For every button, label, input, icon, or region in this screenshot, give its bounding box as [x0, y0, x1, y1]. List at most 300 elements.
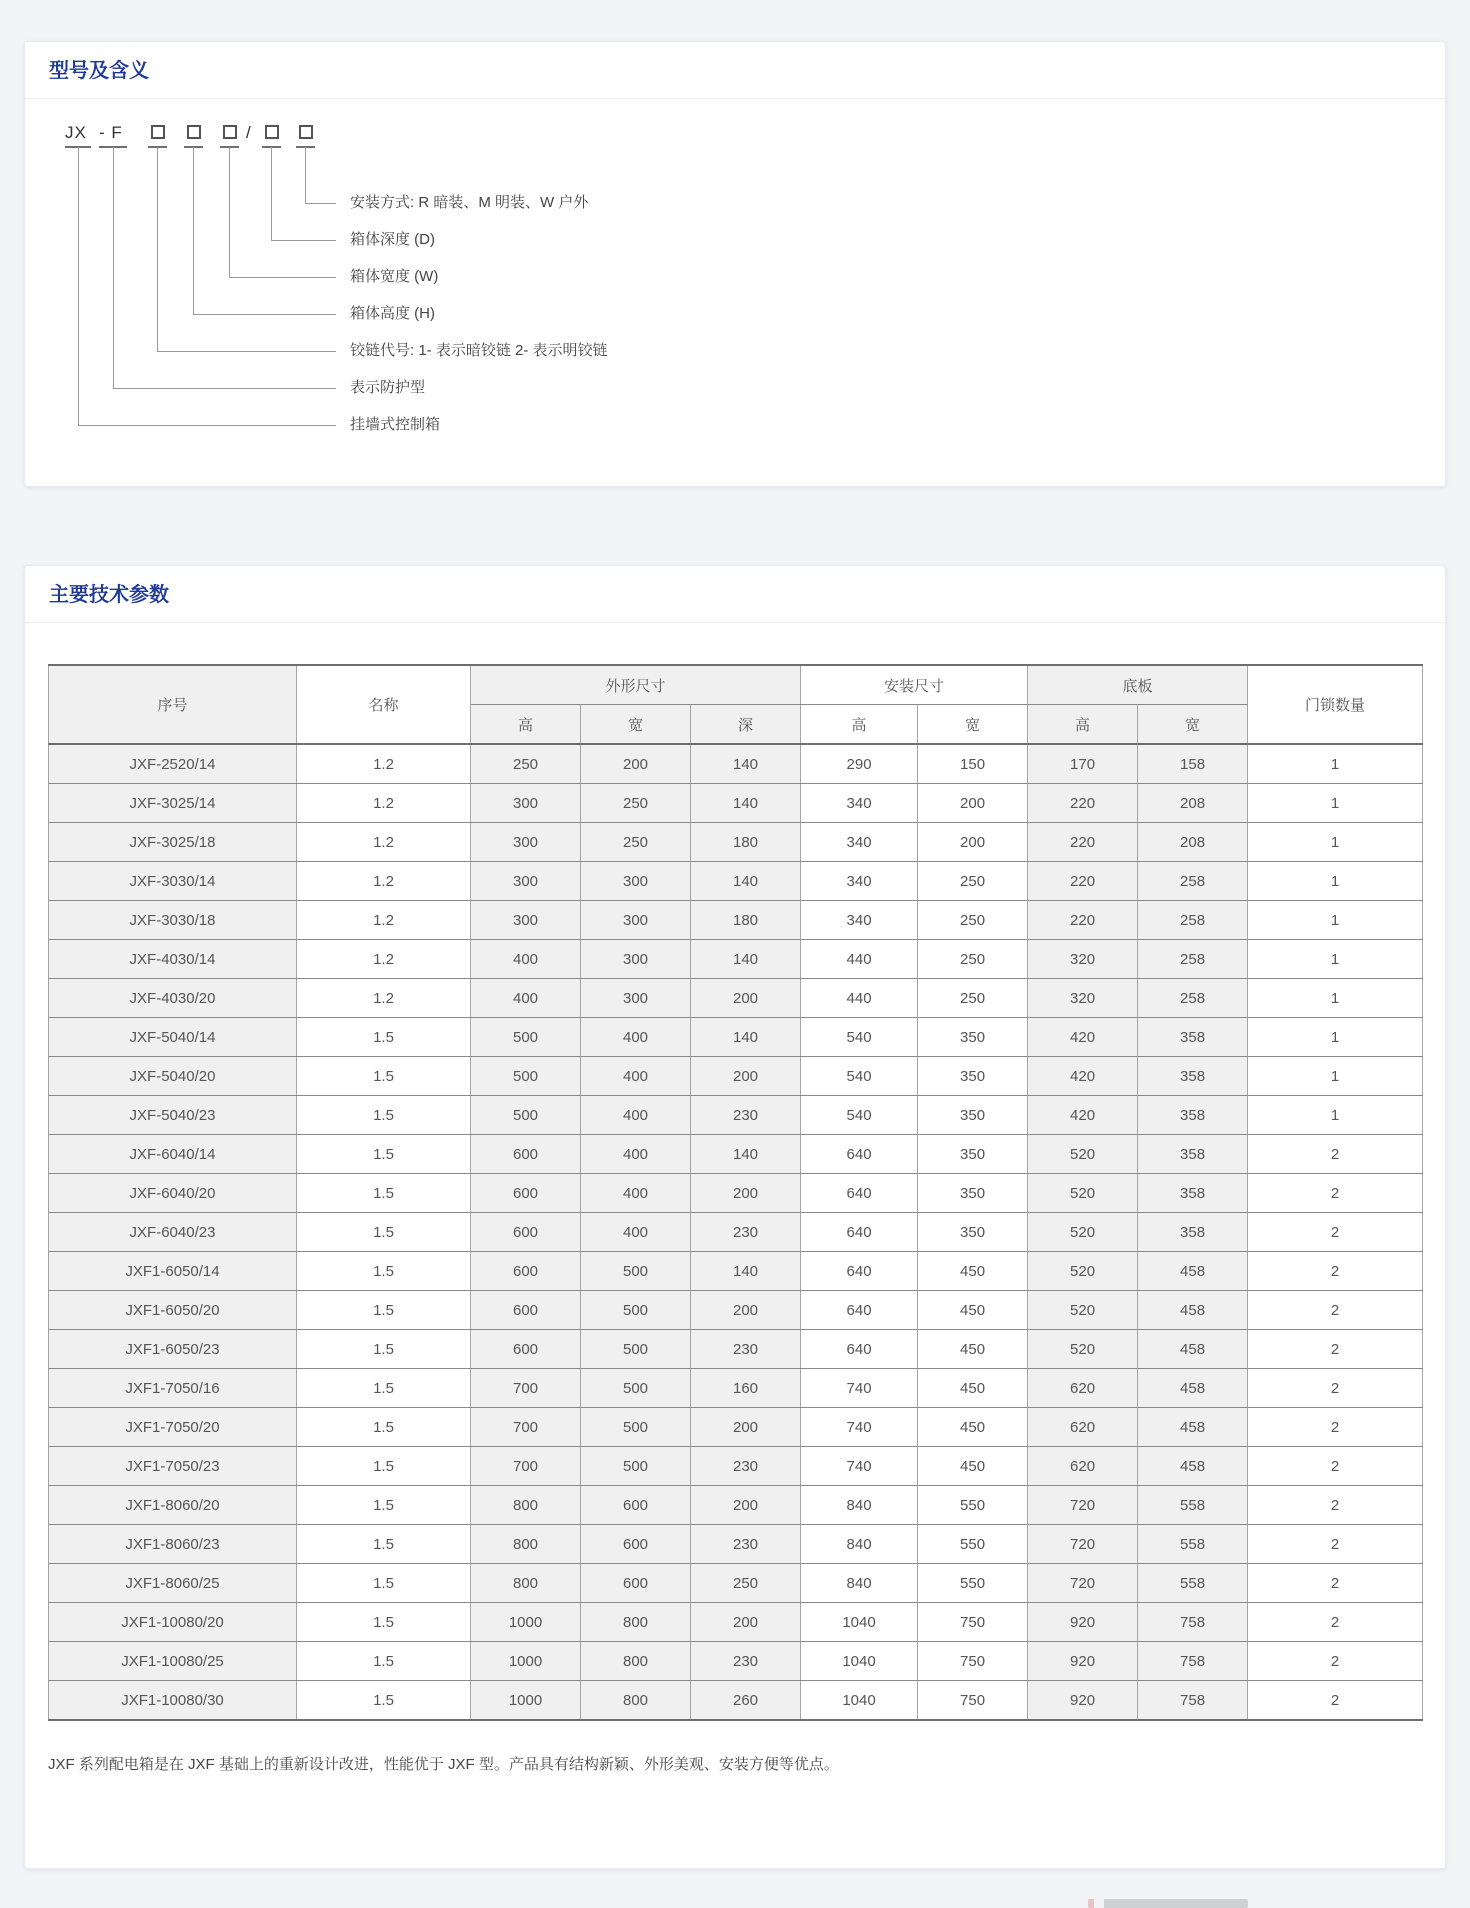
cell-base-height: 720 — [1028, 1486, 1138, 1525]
cell-name: 1.5 — [297, 1291, 471, 1330]
cell-outer-width: 500 — [581, 1369, 691, 1408]
cell-base-height: 170 — [1028, 744, 1138, 784]
cell-name: 1.5 — [297, 1564, 471, 1603]
cell-outer-height: 600 — [471, 1330, 581, 1369]
table-row — [49, 1486, 1423, 1525]
cell-locks-count: 2 — [1248, 1486, 1423, 1525]
code-prefix: JX — [65, 123, 87, 142]
cell-model-no: JXF1-8060/25 — [49, 1564, 297, 1603]
cell-base-height: 420 — [1028, 1057, 1138, 1096]
cell-install-width: 750 — [918, 1642, 1028, 1681]
cell-outer-height: 500 — [471, 1096, 581, 1135]
table-row — [49, 1096, 1423, 1135]
cell-outer-height: 1000 — [471, 1642, 581, 1681]
table-row — [49, 744, 1423, 784]
cell-install-height: 340 — [801, 862, 918, 901]
params-section-title: 主要技术参数 — [25, 566, 1445, 623]
cell-install-width: 750 — [918, 1681, 1028, 1721]
cell-install-height: 840 — [801, 1486, 918, 1525]
subcol-install-width: 宽 — [918, 705, 1028, 745]
cell-name: 1.2 — [297, 940, 471, 979]
cell-name: 1.2 — [297, 901, 471, 940]
cell-locks-count: 1 — [1248, 784, 1423, 823]
code-label-box-width: 箱体宽度 (W) — [350, 268, 439, 285]
cell-base-height: 220 — [1028, 784, 1138, 823]
cell-install-width: 350 — [918, 1135, 1028, 1174]
cell-outer-depth: 200 — [691, 1174, 801, 1213]
cell-install-width: 450 — [918, 1369, 1028, 1408]
model-section-card — [24, 41, 1446, 487]
cell-install-width: 450 — [918, 1447, 1028, 1486]
cell-name: 1.5 — [297, 1486, 471, 1525]
cell-outer-depth: 180 — [691, 823, 801, 862]
code-box-depth — [265, 125, 279, 139]
cell-name: 1.5 — [297, 1135, 471, 1174]
cell-base-width: 458 — [1138, 1330, 1248, 1369]
cell-outer-height: 500 — [471, 1057, 581, 1096]
cell-install-height: 640 — [801, 1330, 918, 1369]
model-section-title: 型号及含义 — [25, 42, 1445, 99]
cell-install-height: 640 — [801, 1135, 918, 1174]
cell-base-width: 158 — [1138, 744, 1248, 784]
col-header-serial: 序号 — [49, 665, 297, 744]
cell-install-height: 1040 — [801, 1603, 918, 1642]
cell-base-height: 620 — [1028, 1369, 1138, 1408]
cell-outer-height: 500 — [471, 1018, 581, 1057]
cell-locks-count: 2 — [1248, 1330, 1423, 1369]
cell-base-height: 320 — [1028, 979, 1138, 1018]
cell-base-width: 258 — [1138, 901, 1248, 940]
cell-name: 1.2 — [297, 784, 471, 823]
cell-outer-width: 200 — [581, 744, 691, 784]
table-row — [49, 1213, 1423, 1252]
cell-locks-count: 2 — [1248, 1252, 1423, 1291]
params-table-wrap — [25, 623, 1445, 1776]
table-row — [49, 901, 1423, 940]
cell-locks-count: 2 — [1248, 1564, 1423, 1603]
cell-name: 1.5 — [297, 1447, 471, 1486]
series-footnote: JXF 系列配电箱是在 JXF 基础上的重新设计改进，性能优于 JXF 型。产品具有结构新颖、外形美观、安装方便等优点。 — [48, 1756, 839, 1773]
code-box-mount — [299, 125, 313, 139]
cell-model-no: JXF-6040/23 — [49, 1213, 297, 1252]
model-code-diagram — [25, 99, 1445, 487]
cell-outer-depth: 200 — [691, 979, 801, 1018]
cell-base-width: 758 — [1138, 1642, 1248, 1681]
cell-name: 1.2 — [297, 862, 471, 901]
code-label-hinge-code: 铰链代号: 1- 表示暗铰链 2- 表示明铰链 — [350, 342, 608, 359]
cell-locks-count: 1 — [1248, 901, 1423, 940]
cell-outer-width: 600 — [581, 1525, 691, 1564]
cell-model-no: JXF-5040/20 — [49, 1057, 297, 1096]
code-box-hinge — [151, 125, 165, 139]
cell-locks-count: 2 — [1248, 1681, 1423, 1721]
table-row — [49, 1564, 1423, 1603]
code-label-box-depth: 箱体深度 (D) — [350, 231, 435, 248]
cell-outer-depth: 230 — [691, 1096, 801, 1135]
cell-name: 1.5 — [297, 1525, 471, 1564]
cell-base-width: 558 — [1138, 1486, 1248, 1525]
cell-name: 1.5 — [297, 1057, 471, 1096]
cell-name: 1.5 — [297, 1330, 471, 1369]
cell-outer-width: 300 — [581, 862, 691, 901]
cell-base-width: 558 — [1138, 1525, 1248, 1564]
cell-install-height: 1040 — [801, 1642, 918, 1681]
cell-outer-width: 400 — [581, 1096, 691, 1135]
cell-locks-count: 2 — [1248, 1642, 1423, 1681]
cell-base-width: 458 — [1138, 1408, 1248, 1447]
cell-name: 1.2 — [297, 823, 471, 862]
cell-base-height: 520 — [1028, 1252, 1138, 1291]
cell-install-width: 250 — [918, 901, 1028, 940]
cell-locks-count: 2 — [1248, 1369, 1423, 1408]
cell-model-no: JXF-6040/14 — [49, 1135, 297, 1174]
cell-base-height: 520 — [1028, 1213, 1138, 1252]
code-slash: / — [246, 123, 252, 142]
cell-base-width: 208 — [1138, 784, 1248, 823]
params-section-card — [24, 565, 1446, 1869]
table-row — [49, 1447, 1423, 1486]
cell-install-height: 440 — [801, 940, 918, 979]
cell-outer-height: 800 — [471, 1525, 581, 1564]
cell-model-no: JXF1-7050/23 — [49, 1447, 297, 1486]
cell-locks-count: 2 — [1248, 1174, 1423, 1213]
cell-outer-depth: 200 — [691, 1291, 801, 1330]
cell-install-height: 640 — [801, 1252, 918, 1291]
cell-outer-height: 1000 — [471, 1681, 581, 1721]
cell-base-width: 258 — [1138, 940, 1248, 979]
cell-install-height: 740 — [801, 1447, 918, 1486]
cell-model-no: JXF-3030/18 — [49, 901, 297, 940]
cell-outer-width: 250 — [581, 784, 691, 823]
cell-outer-height: 1000 — [471, 1603, 581, 1642]
table-row — [49, 940, 1423, 979]
cell-model-no: JXF1-6050/23 — [49, 1330, 297, 1369]
cell-model-no: JXF-3030/14 — [49, 862, 297, 901]
cell-outer-height: 600 — [471, 1291, 581, 1330]
cell-install-height: 640 — [801, 1174, 918, 1213]
cell-outer-depth: 180 — [691, 901, 801, 940]
cell-outer-height: 300 — [471, 823, 581, 862]
cell-outer-width: 500 — [581, 1408, 691, 1447]
cell-outer-depth: 200 — [691, 1408, 801, 1447]
cell-outer-depth: 200 — [691, 1486, 801, 1525]
cell-model-no: JXF-3025/18 — [49, 823, 297, 862]
cell-outer-depth: 200 — [691, 1603, 801, 1642]
subcol-outer-height: 高 — [471, 705, 581, 745]
cell-outer-depth: 250 — [691, 1564, 801, 1603]
cell-base-height: 220 — [1028, 862, 1138, 901]
cell-model-no: JXF-2520/14 — [49, 744, 297, 784]
cell-outer-width: 800 — [581, 1681, 691, 1721]
connector-line — [78, 147, 336, 426]
cell-name: 1.2 — [297, 744, 471, 784]
subcol-install-height: 高 — [801, 705, 918, 745]
cell-outer-width: 500 — [581, 1330, 691, 1369]
cell-install-width: 200 — [918, 823, 1028, 862]
cell-base-width: 208 — [1138, 823, 1248, 862]
cell-install-width: 450 — [918, 1408, 1028, 1447]
table-row — [49, 1174, 1423, 1213]
table-row — [49, 1525, 1423, 1564]
table-header-row-groups — [49, 665, 1423, 705]
cell-model-no: JXF1-10080/30 — [49, 1681, 297, 1721]
cell-base-width: 458 — [1138, 1291, 1248, 1330]
cell-locks-count: 1 — [1248, 1018, 1423, 1057]
cell-locks-count: 1 — [1248, 1057, 1423, 1096]
cell-outer-height: 600 — [471, 1252, 581, 1291]
cell-outer-height: 250 — [471, 744, 581, 784]
cell-outer-width: 500 — [581, 1252, 691, 1291]
cell-name: 1.5 — [297, 1096, 471, 1135]
cell-outer-depth: 140 — [691, 1135, 801, 1174]
cell-base-height: 520 — [1028, 1330, 1138, 1369]
cell-locks-count: 1 — [1248, 940, 1423, 979]
cell-outer-height: 300 — [471, 862, 581, 901]
cell-outer-depth: 140 — [691, 940, 801, 979]
cell-model-no: JXF1-10080/25 — [49, 1642, 297, 1681]
cell-install-height: 540 — [801, 1018, 918, 1057]
cell-model-no: JXF-6040/20 — [49, 1174, 297, 1213]
cell-outer-width: 300 — [581, 901, 691, 940]
cell-base-width: 758 — [1138, 1681, 1248, 1721]
cell-outer-width: 500 — [581, 1447, 691, 1486]
cell-install-height: 440 — [801, 979, 918, 1018]
cell-base-height: 920 — [1028, 1603, 1138, 1642]
cell-locks-count: 2 — [1248, 1603, 1423, 1642]
cell-outer-width: 300 — [581, 940, 691, 979]
cell-name: 1.5 — [297, 1603, 471, 1642]
cell-install-height: 290 — [801, 744, 918, 784]
cell-outer-height: 300 — [471, 901, 581, 940]
cell-outer-depth: 140 — [691, 862, 801, 901]
group-header-outer-dims: 外形尺寸 — [471, 665, 801, 705]
cell-model-no: JXF1-8060/20 — [49, 1486, 297, 1525]
cell-install-height: 540 — [801, 1057, 918, 1096]
cell-base-width: 358 — [1138, 1135, 1248, 1174]
cell-outer-height: 700 — [471, 1447, 581, 1486]
cell-base-height: 620 — [1028, 1408, 1138, 1447]
cell-base-height: 520 — [1028, 1174, 1138, 1213]
cell-install-height: 640 — [801, 1213, 918, 1252]
cell-install-width: 550 — [918, 1486, 1028, 1525]
table-row — [49, 1642, 1423, 1681]
page-number-cutoff — [1088, 1899, 1248, 1908]
cell-model-no: JXF-5040/23 — [49, 1096, 297, 1135]
cell-install-width: 150 — [918, 744, 1028, 784]
cell-name: 1.5 — [297, 1018, 471, 1057]
cell-locks-count: 1 — [1248, 744, 1423, 784]
cell-locks-count: 2 — [1248, 1291, 1423, 1330]
cell-outer-height: 300 — [471, 784, 581, 823]
table-row — [49, 1681, 1423, 1721]
cell-locks-count: 1 — [1248, 823, 1423, 862]
cell-base-height: 620 — [1028, 1447, 1138, 1486]
cell-outer-width: 600 — [581, 1486, 691, 1525]
cell-locks-count: 2 — [1248, 1408, 1423, 1447]
cell-install-width: 550 — [918, 1564, 1028, 1603]
cell-install-width: 200 — [918, 784, 1028, 823]
code-label-wall-mounted: 挂墙式控制箱 — [350, 416, 441, 433]
cell-outer-height: 700 — [471, 1369, 581, 1408]
cell-install-height: 340 — [801, 823, 918, 862]
cell-outer-depth: 230 — [691, 1330, 801, 1369]
cell-model-no: JXF-5040/14 — [49, 1018, 297, 1057]
cell-model-no: JXF-4030/14 — [49, 940, 297, 979]
cell-name: 1.5 — [297, 1174, 471, 1213]
cell-install-height: 840 — [801, 1525, 918, 1564]
table-row — [49, 1018, 1423, 1057]
cell-outer-width: 400 — [581, 1174, 691, 1213]
cell-model-no: JXF-3025/14 — [49, 784, 297, 823]
cell-outer-depth: 230 — [691, 1447, 801, 1486]
cell-model-no: JXF1-6050/14 — [49, 1252, 297, 1291]
cell-install-width: 350 — [918, 1096, 1028, 1135]
cell-locks-count: 2 — [1248, 1213, 1423, 1252]
cell-install-height: 740 — [801, 1408, 918, 1447]
cell-install-width: 550 — [918, 1525, 1028, 1564]
cell-install-width: 250 — [918, 862, 1028, 901]
cell-model-no: JXF1-10080/20 — [49, 1603, 297, 1642]
cell-base-height: 220 — [1028, 901, 1138, 940]
group-header-install-dims: 安装尺寸 — [801, 665, 1028, 705]
code-label-box-height: 箱体高度 (H) — [350, 305, 435, 322]
table-row — [49, 1408, 1423, 1447]
subcol-outer-width: 宽 — [581, 705, 691, 745]
cell-locks-count: 1 — [1248, 862, 1423, 901]
subcol-base-width: 宽 — [1138, 705, 1248, 745]
cell-install-width: 350 — [918, 1018, 1028, 1057]
table-row — [49, 1252, 1423, 1291]
cell-locks-count: 2 — [1248, 1525, 1423, 1564]
code-protect: - F — [99, 123, 123, 142]
cell-outer-height: 600 — [471, 1213, 581, 1252]
params-table — [48, 664, 1423, 1721]
cell-base-height: 320 — [1028, 940, 1138, 979]
table-row — [49, 1291, 1423, 1330]
cell-base-width: 458 — [1138, 1252, 1248, 1291]
cell-install-height: 640 — [801, 1291, 918, 1330]
cell-install-width: 350 — [918, 1057, 1028, 1096]
cell-outer-width: 400 — [581, 1213, 691, 1252]
code-label-mount-mode: 安装方式: R 暗装、M 明装、W 户外 — [350, 194, 589, 211]
cell-base-width: 358 — [1138, 1057, 1248, 1096]
cell-outer-height: 800 — [471, 1564, 581, 1603]
cell-model-no: JXF1-6050/20 — [49, 1291, 297, 1330]
cell-outer-width: 400 — [581, 1018, 691, 1057]
cell-outer-depth: 140 — [691, 1018, 801, 1057]
cell-outer-height: 400 — [471, 940, 581, 979]
cell-base-width: 358 — [1138, 1018, 1248, 1057]
cell-outer-depth: 230 — [691, 1525, 801, 1564]
cell-locks-count: 2 — [1248, 1135, 1423, 1174]
table-row — [49, 784, 1423, 823]
cell-base-width: 358 — [1138, 1174, 1248, 1213]
cell-name: 1.5 — [297, 1642, 471, 1681]
cell-base-width: 358 — [1138, 1213, 1248, 1252]
cell-outer-width: 800 — [581, 1603, 691, 1642]
cell-base-width: 258 — [1138, 862, 1248, 901]
cell-base-width: 358 — [1138, 1096, 1248, 1135]
cell-outer-depth: 140 — [691, 1252, 801, 1291]
cell-locks-count: 2 — [1248, 1447, 1423, 1486]
cell-outer-height: 600 — [471, 1135, 581, 1174]
cell-locks-count: 1 — [1248, 1096, 1423, 1135]
cell-outer-width: 500 — [581, 1291, 691, 1330]
cell-outer-depth: 200 — [691, 1057, 801, 1096]
cell-base-height: 420 — [1028, 1096, 1138, 1135]
cell-install-width: 450 — [918, 1252, 1028, 1291]
cell-model-no: JXF1-7050/20 — [49, 1408, 297, 1447]
cell-base-height: 920 — [1028, 1642, 1138, 1681]
cell-outer-width: 600 — [581, 1564, 691, 1603]
cell-outer-depth: 230 — [691, 1213, 801, 1252]
cell-base-width: 458 — [1138, 1369, 1248, 1408]
cell-install-width: 750 — [918, 1603, 1028, 1642]
code-box-height — [187, 125, 201, 139]
cell-install-width: 250 — [918, 940, 1028, 979]
table-row — [49, 1057, 1423, 1096]
table-row — [49, 823, 1423, 862]
cell-outer-height: 800 — [471, 1486, 581, 1525]
cell-base-height: 520 — [1028, 1291, 1138, 1330]
subcol-outer-depth: 深 — [691, 705, 801, 745]
cell-base-height: 920 — [1028, 1681, 1138, 1721]
table-row — [49, 1330, 1423, 1369]
cell-locks-count: 1 — [1248, 979, 1423, 1018]
cell-name: 1.5 — [297, 1213, 471, 1252]
cell-model-no: JXF-4030/20 — [49, 979, 297, 1018]
col-header-name: 名称 — [297, 665, 471, 744]
cell-outer-depth: 260 — [691, 1681, 801, 1721]
cell-outer-width: 250 — [581, 823, 691, 862]
cell-name: 1.5 — [297, 1408, 471, 1447]
cell-install-height: 340 — [801, 901, 918, 940]
cell-install-height: 540 — [801, 1096, 918, 1135]
cell-outer-depth: 140 — [691, 784, 801, 823]
cell-base-width: 258 — [1138, 979, 1248, 1018]
cell-base-height: 720 — [1028, 1525, 1138, 1564]
cell-install-width: 350 — [918, 1174, 1028, 1213]
table-row — [49, 979, 1423, 1018]
cell-install-width: 450 — [918, 1291, 1028, 1330]
cell-base-height: 520 — [1028, 1135, 1138, 1174]
cell-model-no: JXF1-8060/23 — [49, 1525, 297, 1564]
cell-install-width: 350 — [918, 1213, 1028, 1252]
cell-name: 1.5 — [297, 1681, 471, 1721]
cell-outer-width: 400 — [581, 1135, 691, 1174]
cell-name: 1.5 — [297, 1252, 471, 1291]
cell-install-width: 450 — [918, 1330, 1028, 1369]
code-box-width — [223, 125, 237, 139]
cell-outer-height: 700 — [471, 1408, 581, 1447]
cell-outer-depth: 140 — [691, 744, 801, 784]
cell-outer-width: 800 — [581, 1642, 691, 1681]
cell-base-width: 558 — [1138, 1564, 1248, 1603]
cell-outer-height: 600 — [471, 1174, 581, 1213]
cell-base-height: 420 — [1028, 1018, 1138, 1057]
cell-outer-depth: 160 — [691, 1369, 801, 1408]
cell-base-height: 720 — [1028, 1564, 1138, 1603]
table-row — [49, 862, 1423, 901]
cell-outer-width: 300 — [581, 979, 691, 1018]
cell-outer-height: 400 — [471, 979, 581, 1018]
table-row — [49, 1369, 1423, 1408]
cell-install-height: 840 — [801, 1564, 918, 1603]
cell-name: 1.5 — [297, 1369, 471, 1408]
group-header-base-plate: 底板 — [1028, 665, 1248, 705]
cell-name: 1.2 — [297, 979, 471, 1018]
cell-base-width: 758 — [1138, 1603, 1248, 1642]
